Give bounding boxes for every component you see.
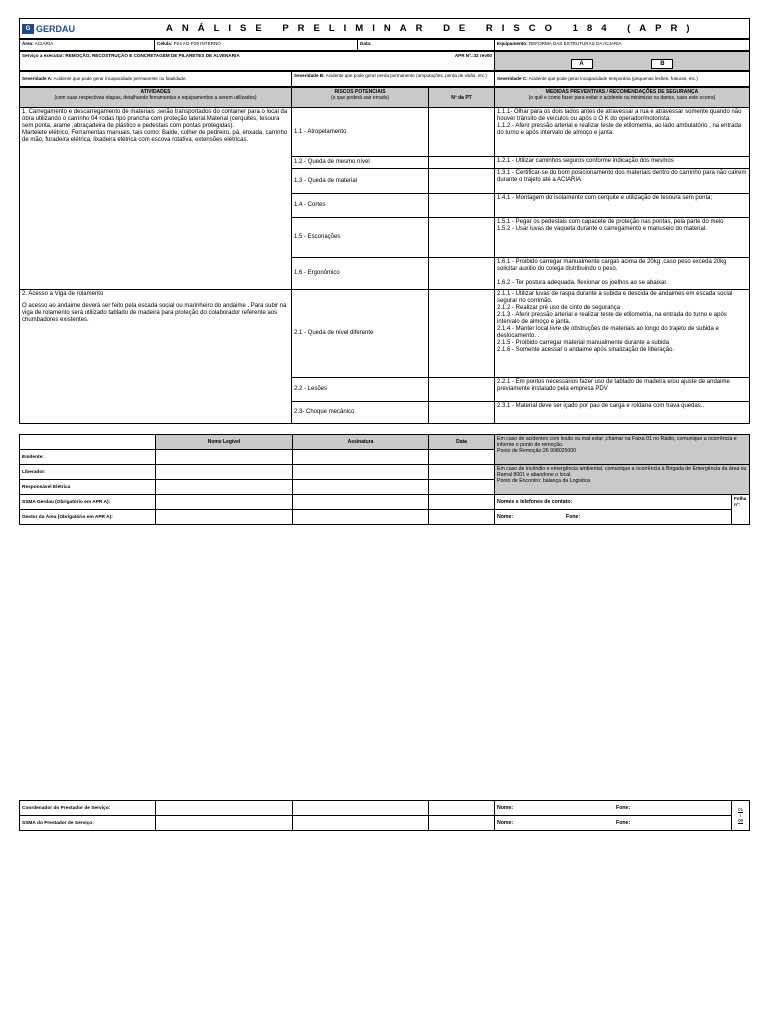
provider-coord-name[interactable] [156,801,293,816]
pt-1-5[interactable] [429,218,495,258]
page-title: ANÁLISE PRELIMINAR DE RISCO 184 (APR) [165,23,699,34]
provider-coord-contact[interactable]: Nome: Fone: [495,801,732,816]
signature-table [19,434,750,525]
severity-badges [495,52,750,71]
equipment-field[interactable]: Equipamento: REFORMA DAS ESTRUTURAS DA ACIARIA [495,40,750,51]
brand-name: GERDAU [36,23,76,34]
service-table [19,51,750,71]
risk-1-2: 1.2 - Queda de mesmo nível [292,157,429,169]
col-pt: Nº da PT [429,88,495,108]
sig-eletrica-date[interactable] [429,480,495,495]
pt-2-3[interactable] [429,402,495,424]
contact-fields[interactable]: Nome: Fone: [495,510,732,525]
sig-eletrica-sign[interactable] [293,480,429,495]
provider-coord-sign[interactable] [293,801,429,816]
sig-gestor-date[interactable] [429,510,495,525]
measure-1-4: 1.4.1 - Montagem do isolamento com cerquite e utilização de tesoura sem ponta; [495,194,750,218]
risk-1-3: 1.3 - Queda de material [292,169,429,194]
sig-emitente-date[interactable] [429,450,495,465]
severity-c: Severidade C: Acidente que pode gerar incapacidade temporária (pequenas lesões, fraturas, etc.) [495,72,750,87]
pt-1-6[interactable] [429,258,495,290]
pt-2-1[interactable] [429,290,495,378]
gerdau-logo [22,24,114,34]
risk-1-4: 1.4 - Cortes [292,194,429,218]
sig-ssma-name[interactable] [156,495,293,510]
pt-1-3[interactable] [429,169,495,194]
risk-2-2: 2.2 - Lesões [292,378,429,402]
emergency-fire: Em caso de incêndio e emergência ambiental, comunique a ocorrência à Brigada de Emergência da área ou Ramal 8001 e abandone o local. Ponto de Encontro: balança da Logistica [495,465,750,495]
emergency-accident: Em caso de acidentes com lesão ou mal estar ,chamar na Faixa 01 no Rádio, comunique a ocorrência e informe o ponto de remoção. Ponto de Remoção:26 998025000 [495,435,750,465]
pt-2-2[interactable] [429,378,495,402]
gerdau-logo-icon: G [22,24,34,34]
severity-a: Severidade A: Acidente que pode gerar incapacidade permanente ou fatalidade. [20,72,292,87]
risk-1-6: 1.6 - Ergonômico [292,258,429,290]
sig-corner [20,435,156,450]
risk-table [19,87,750,424]
sig-ssma-sign[interactable] [293,495,429,510]
sig-gestor-sign[interactable] [293,510,429,525]
page-counter: 01 / 06 [732,801,750,831]
title-cell [116,19,750,39]
provider-ssma-label: SSMA do Prestador de Serviço: [20,816,156,831]
col-risks: RISCOS POTENCIAIS (o que poderá sair errado) [292,88,429,108]
sig-col-date: Data [429,435,495,450]
pt-1-4[interactable] [429,194,495,218]
apr-sheet [19,18,749,826]
pt-1-1[interactable] [429,108,495,157]
severity-b: Severidade B: Acidente que pode gerar perda permanente (amputações, perda de visão, etc.) [292,72,495,87]
sig-liberador-date[interactable] [429,465,495,480]
sig-eletrica-name[interactable] [156,480,293,495]
measure-2-3: 2.3.1 - Material deve ser içado por pau de carga e roldana com trava quedas.. [495,402,750,424]
activity-1: 1. Carregamento e descarregamento de materiais ,serão transportados do container para o local da obra utilizando o carrinho 04 rodas tipo prancha com proteção lateral.Material (cerquites, tesoura sem ponta, arame ,abraçadeira de plástico e pedestais com pontas protegidas). Martelete elétrico, Ferramentas manuais, tais como: Balde, colher de pedreiro, pá, enxada, carrinho de mão, furadeira elétrica, lixadeira elétrica com escova rotativa, extensões elétricas. [20,108,292,290]
provider-ssma-date[interactable] [429,816,495,831]
date-field[interactable]: Data: [358,40,495,51]
risk-2-1: 2.1 - Queda de nível diferente [292,290,429,378]
cell-field[interactable]: Célula: P24 AO P29 INTERNO [155,40,358,51]
sig-eletrica-label: Responsável Elétrica [20,480,156,495]
sig-emitente-name[interactable] [156,450,293,465]
sig-col-name: Nome Legível [156,435,293,450]
provider-coord-label: Coordenador do Prestador de Serviço: [20,801,156,816]
service-field[interactable]: Serviço a executar: REMOÇÃO, RECOSTRUÇÃO E CONCRETAGEM DE PILARETES DE ALVENARIA APR Nº.:32 rev00 [20,52,495,71]
sig-liberador-sign[interactable] [293,465,429,480]
folha-label: Folha nº: [732,495,750,525]
risk-1-1: 1.1 - Atropelamento [292,108,429,157]
sig-col-sign: Assinatura [293,435,429,450]
sig-emitente-sign[interactable] [293,450,429,465]
sig-liberador-name[interactable] [156,465,293,480]
provider-table [19,800,750,831]
title-table [19,18,750,39]
provider-ssma-sign[interactable] [293,816,429,831]
sig-ssma-date[interactable] [429,495,495,510]
measure-1-2: 1.2.1 - Utilizar caminhos seguros conforme indicação dos mesmos [495,157,750,169]
measure-1-5: 1.5.1 - Pegar os pedestais com capacete de proteção nas pontas, pela parte do meio 1.5.2 - Usar luvas de vaqueta durante o carregamento e manuseio do material. [495,218,750,258]
measure-1-1: 1.1.1- Olhar para os dois lados antes de atravessar a rua e atravessar somente quando não houver trânsito de veículos ou após o O K do operador/motorista. 1.1.2 - Aferir pressão arterial e realizar teste de etilometria, ao lado ambulatório , na entrada do turno e após intervalo de almoço e janta. [495,108,750,157]
sig-gestor-label: Gestor da Área (Obrigatório em APR A): [20,510,156,525]
sig-gestor-name[interactable] [156,510,293,525]
measure-1-6: 1.6.1 - Proibido carregar manualmente cargas acima de 20kg ,caso peso exceda 20kg solicitar auxilio do colega distribuindo o peso. 1.6.2 - Ter postura adequada, flexionar os joelhos ao se abaixar. [495,258,750,290]
severity-badge-b[interactable]: B [651,59,673,69]
provider-ssma-name[interactable] [156,816,293,831]
col-measures: MEDIDAS PREVENTIVAS / RECOMENDAÇÕES DE SEGURANÇA (o quê e como fazer para evitar o acidente ou minimizar os danos, caso este ocorra) [495,88,750,108]
apr-number: APR Nº.:32 rev00 [454,53,492,58]
pt-1-2[interactable] [429,157,495,169]
sig-ssma-label: SSMA Gerdau (Obrigatório em APR A): [20,495,156,510]
provider-coord-date[interactable] [429,801,495,816]
contacts-label: Nomes e telefones de contato: [495,495,732,510]
sig-emitente-label: Emitente: [20,450,156,465]
col-activities: ATIVIDADES (com suas respectivas etapas, detalhando ferramentas e equipamentos a serem utilizados) [20,88,292,108]
severity-badge-a[interactable]: A [571,59,593,69]
severity-table [19,71,750,87]
risk-2-3: 2.3- Choque mecânico [292,402,429,424]
area-field[interactable]: Área: ACIARIA [20,40,155,51]
provider-ssma-contact[interactable]: Nome: Fone: [495,816,732,831]
logo-cell [20,19,116,39]
sig-liberador-label: Liberador: [20,465,156,480]
measure-2-2: 2.2.1 - Em pontos necessários fazer uso de tablado de madeira e/ou ajuste de andaime previamente instalado pela empresa PDV [495,378,750,402]
risk-1-5: 1.5 - Escoriações [292,218,429,258]
activity-2: 2. Acesso a Viga de rolamento O acesso ao andaime deverá ser feito pela escada social ou marinheiro do andaime . Para subir na viga de rolamento será utilizado tablado de madeira para proteção do colaborador referente aos chumbadores existentes. [20,290,292,424]
measure-2-1: 2.1.1 - Utilizar luvas de raspa durante a subida e descida de andaimes em escada social segurar no corrimão. 2.1.2 - Realizar pré uso de cinto de segurança 2.1.3 - Aferir pressão arterial e realizar teste de etilometria, na entrada do turno e após intervalo de almoço e janta. 2.1.4 - Manter local livre de obstruções de materiais ao longo do trajeto de subida e deslocamento. . 2.1.5 - Proibido carregar material manualmente durante a subida 2.1.6 - Somente acessar o andaime após sinalização de liberação. [495,290,750,378]
measure-1-3: 1.3.1 - Certificar-se do bom posicionamento dos materiais dentro do carrinho para não caírem durante o trajeto até a ACIARIA [495,169,750,194]
info-table [19,39,750,51]
